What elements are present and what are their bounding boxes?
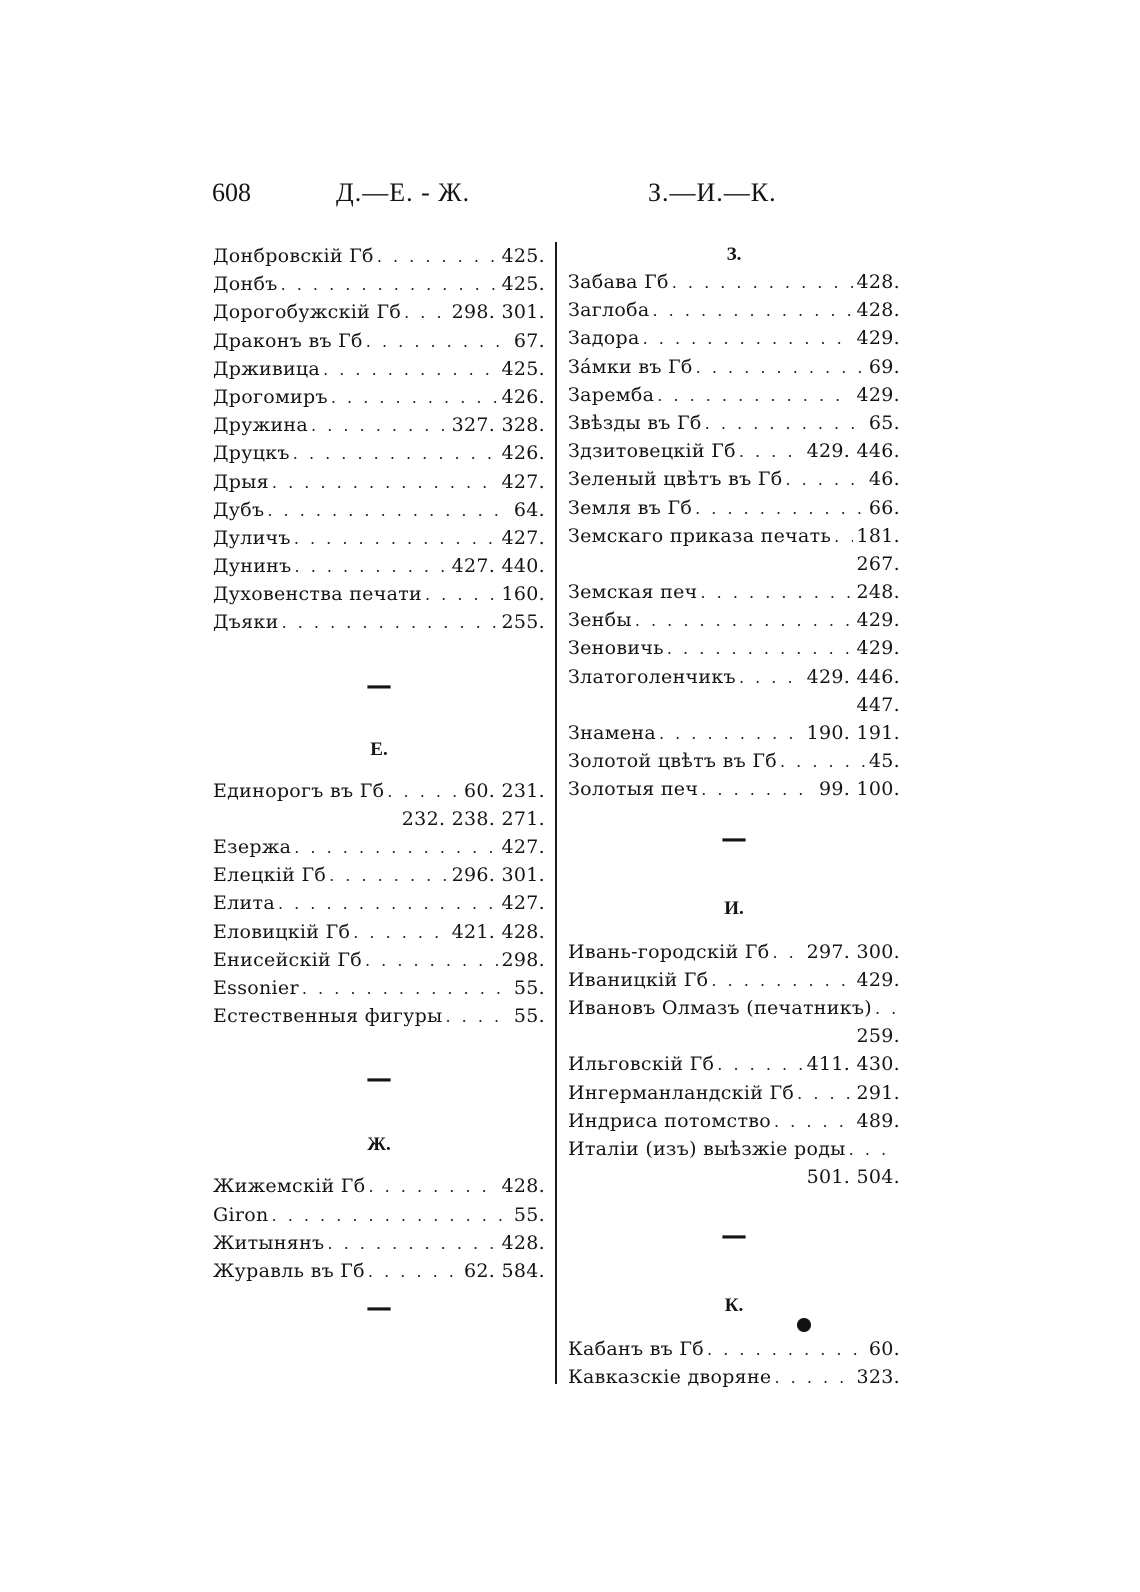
dot-leader [672,269,854,297]
index-entry [568,938,900,966]
dot-leader [875,995,897,1023]
entry-term: Здзитовецкій Гб [568,440,736,463]
entry-term: Кавказскіе дворяне [568,1366,772,1389]
entry-pages-continued: 501. 504. [806,1166,900,1189]
dot-leader [329,862,449,890]
entry-pages: 160. [501,583,545,606]
entry-term: Знамена [568,722,656,744]
dot-leader [295,553,449,581]
index-entry [568,634,900,662]
entry-pages: 428. [856,271,900,293]
dot-leader [696,354,866,382]
dot-leader [785,466,865,494]
dot-leader [272,1202,511,1230]
index-entry [568,1335,900,1363]
running-head-right: З.—И.—К. [648,178,777,207]
entry-pages: 429. [856,609,900,632]
index-entry [213,608,545,636]
entry-pages: 64. [513,498,545,521]
dot-leader [293,440,499,468]
dot-leader [705,410,866,438]
entry-term: Иваницкій Гб [568,968,709,991]
index-entry [213,889,545,917]
entry-pages: 190. 191. [806,722,900,744]
entry-term: Еловицкій Гб [213,920,351,943]
entry-term: Земская печ [568,581,698,604]
entry-term: Зеновичь [568,637,664,660]
entry-pages: 429. [856,968,900,991]
entry-pages: 296. 301. [451,864,545,887]
entry-term: Дрогомиръ [213,385,328,408]
index-entry [568,1135,900,1163]
dot-leader [446,1003,511,1031]
dot-leader [281,271,499,299]
index-entry [568,1050,900,1078]
dot-leader [695,495,866,523]
entry-pages: 426. [501,442,545,465]
e-section [213,777,545,1031]
entry-pages-continued: 447. [856,693,900,716]
entry-pages: 327. 328. [451,414,545,437]
dot-leader [294,834,498,862]
entry-term: Драконъ въ Гб [213,329,363,352]
index-entry [213,242,545,270]
index-entry [213,861,545,889]
entry-term: Духовенства печати [213,583,422,606]
entry-term: Кабанъ въ Гб [568,1338,705,1361]
index-entry [568,606,900,634]
i-section [568,938,900,1192]
dot-leader [643,325,854,353]
entry-term: Житынянъ [213,1231,325,1254]
dot-leader [701,776,816,804]
entry-pages: 421. 428. [451,920,545,943]
entry-term: Елита [213,892,275,915]
index-entry [568,437,900,465]
index-entry [213,777,545,805]
entry-pages: 427. [501,526,545,549]
dot-leader [377,243,499,271]
entry-term: Дубъ [213,498,265,521]
dot-leader [272,469,499,497]
entry-term: Езержа [213,836,292,858]
entry-pages: 425. [501,273,545,296]
section-heading-i: И. [724,897,744,919]
index-entry [568,747,900,775]
index-entry [213,833,545,861]
entry-pages: 298. 301. [451,301,545,324]
entry-pages: 99. 100. [819,778,900,801]
section-heading-z: З. [726,244,742,265]
entry-pages: 427. [501,470,545,493]
dot-leader [739,438,804,466]
dot-leader [331,384,499,412]
entry-pages: 62. 584. [464,1259,545,1282]
entry-pages: 181. [856,524,900,547]
entry-pages: 426. [501,385,545,408]
section-dash: — [366,1293,392,1324]
entry-term: Звѣзды въ Гб [568,411,702,434]
entry-term: Золотой цвѣтъ въ Гб [568,750,777,773]
index-entry [213,1257,545,1285]
dot-leader [834,523,853,551]
entry-pages: 489. [856,1109,900,1132]
entry-term: Ильговскій Гб [568,1053,715,1076]
dot-leader [366,328,511,356]
index-entry [213,355,545,383]
entry-pages: 297. 300. [806,940,900,963]
index-entry [213,580,545,608]
index-entry [213,327,545,355]
entry-term: Жижемскій Гб [213,1175,366,1198]
index-entry [213,946,545,974]
section-dash: — [366,1064,392,1095]
dot-leader [267,497,511,525]
dot-leader [707,1336,866,1364]
dot-leader [278,890,499,918]
left-column [213,242,545,1323]
index-entry [568,409,900,437]
dot-leader [739,664,804,692]
dot-leader [701,579,854,607]
entry-pages: 291. [856,1081,900,1104]
dot-leader [368,1173,498,1201]
dot-leader [635,607,854,635]
entry-pages: 46. [868,468,900,491]
index-entry [568,775,900,803]
dot-leader [294,525,499,553]
entry-term: Задора [568,327,640,350]
entry-term: Елецкій Гб [213,864,327,887]
entry-term: Држивица [213,357,321,380]
entry-term: Дружина [213,414,309,437]
index-entry [213,552,545,580]
index-entry [568,1079,900,1107]
entry-term: Земля въ Гб [568,496,693,519]
index-entry [213,496,545,524]
entry-term: Дорогобужскій Гб [213,301,402,324]
entry-pages-continued: 267. [856,552,900,575]
section-heading-zh: Ж. [367,1134,391,1156]
index-entry [568,465,900,493]
z-section [568,268,900,804]
page-number: 608 [212,178,251,207]
entry-term: Италіи (изъ) выѣзжіе роды [568,1137,846,1160]
index-entry [213,411,545,439]
entry-pages: 411. 430. [806,1053,900,1076]
entry-pages: 425. [501,357,545,380]
entry-pages-continued: 232. 238. 271. [401,807,545,830]
entry-pages: 429. [856,327,900,350]
entry-term: Дъяки [213,611,279,634]
section-heading-e: Е. [370,738,388,760]
index-entry [213,1002,545,1030]
dot-leader [717,1051,803,1079]
running-head-left: Д.—Е. - Ж. [336,178,471,207]
entry-pages: 298. [501,948,545,971]
entry-pages: 428. [501,1175,545,1198]
dot-leader [667,635,854,663]
index-entry [568,296,900,324]
index-entry [213,468,545,496]
entry-pages: 55. [513,1203,545,1226]
entry-term: Единорогъ въ Гб [213,779,385,802]
entry-term: Забава Гб [568,271,669,293]
entry-term: Донбъ [213,273,278,296]
entry-pages: 255. [501,611,545,634]
entry-pages: 427. [501,836,545,858]
index-entry [568,353,900,381]
index-entry [213,383,545,411]
entry-term: Giron [213,1203,269,1226]
entry-pages: 248. [856,581,900,604]
dot-leader [849,1136,897,1164]
entry-term: Земскаго приказа печать [568,524,832,547]
index-entry [568,578,900,606]
index-entry [568,719,900,747]
index-entry [213,1172,545,1200]
index-entry [213,1229,545,1257]
d-section [213,242,545,637]
entry-pages: 55. [513,1005,545,1028]
index-entry [568,324,900,352]
zh-section [213,1172,545,1285]
entry-term: Зеленый цвѣтъ въ Гб [568,468,783,491]
entry-pages: 67. [513,329,545,352]
entry-pages: 65. [868,411,900,434]
entry-pages-continued: 259. [856,1025,900,1048]
dot-leader [387,778,461,806]
dot-leader [282,609,499,637]
index-entry [213,524,545,552]
index-entry [213,439,545,467]
entry-term: Заглоба [568,299,650,322]
index-entry [568,663,900,691]
index-entry [213,918,545,946]
entry-pages: 429. [856,637,900,660]
entry-pages: 429. 446. [806,665,900,688]
dot-leader [711,967,853,995]
dot-leader [774,1364,853,1392]
index-entry [568,522,900,550]
index-entry [213,974,545,1002]
entry-pages: 427. [501,892,545,915]
entry-pages: 55. [513,976,545,999]
dot-leader [368,1258,461,1286]
entry-term: Заремба [568,383,655,406]
dot-leader [327,1230,498,1258]
dot-leader [353,919,448,947]
entry-term: Журавль въ Гб [213,1259,365,1282]
entry-pages: 428. [501,1231,545,1254]
column-rule [555,242,557,1384]
entry-pages: 60. 231. [464,779,545,802]
right-column [568,242,900,1392]
index-entry [213,1201,545,1229]
index-entry [568,1107,900,1135]
dot-leader [797,1080,853,1108]
section-dash: — [721,1221,747,1252]
entry-term: Зáмки въ Гб [568,355,693,378]
section-dash: — [366,670,392,701]
dot-leader [774,1108,853,1136]
entry-term: Зенбы [568,609,632,632]
entry-pages: 427. 440. [451,555,545,578]
dot-leader [323,356,498,384]
dot-leader [365,947,499,975]
dot-leader [780,748,866,776]
entry-term: Золотыя печ [568,778,699,801]
index-entry [568,494,900,522]
index-entry [568,994,900,1022]
entry-term: Essonier [213,976,299,999]
entry-term: Ингерманландскій Гб [568,1081,795,1104]
index-entry [213,298,545,326]
entry-term: Друцкъ [213,442,290,465]
dot-leader [311,412,449,440]
entry-pages: 69. [868,355,900,378]
dot-leader [302,975,511,1003]
index-entry [568,1363,900,1391]
entry-pages: 428. [856,299,900,322]
dot-leader [772,939,803,967]
dot-leader [653,297,854,325]
entry-term: Индриса потомство [568,1109,771,1132]
entry-term: Естественныя фигуры [213,1005,443,1028]
section-heading-k: К. [724,1295,744,1317]
dot-leader [657,382,853,410]
dot-leader [404,299,449,327]
entry-term: Донбровскій Гб [213,245,374,267]
entry-term: Дунинъ [213,555,292,578]
entry-pages: 66. [868,496,900,519]
entry-term: Златоголенчикъ [568,665,736,688]
entry-pages: 45. [868,750,900,773]
entry-term: Ивань-городскій Гб [568,940,770,963]
index-entry [568,381,900,409]
entry-term: Ивановъ Олмазъ (печатникъ) [568,996,872,1019]
entry-pages: 60. [868,1338,900,1361]
entry-term: Дрыя [213,470,269,493]
index-entry [213,270,545,298]
entry-term: Енисейскій Гб [213,948,362,971]
k-section [568,1335,900,1391]
entry-pages: 323. [856,1366,900,1389]
index-entry [568,268,900,296]
section-dash: — [721,823,747,854]
entry-pages: 429. [856,383,900,406]
dot-leader [659,720,804,748]
dot-leader [425,581,499,609]
entry-pages: 429. 446. [806,440,900,463]
index-entry [568,966,900,994]
entry-pages: 425. [501,245,545,267]
entry-term: Дуличъ [213,526,291,549]
